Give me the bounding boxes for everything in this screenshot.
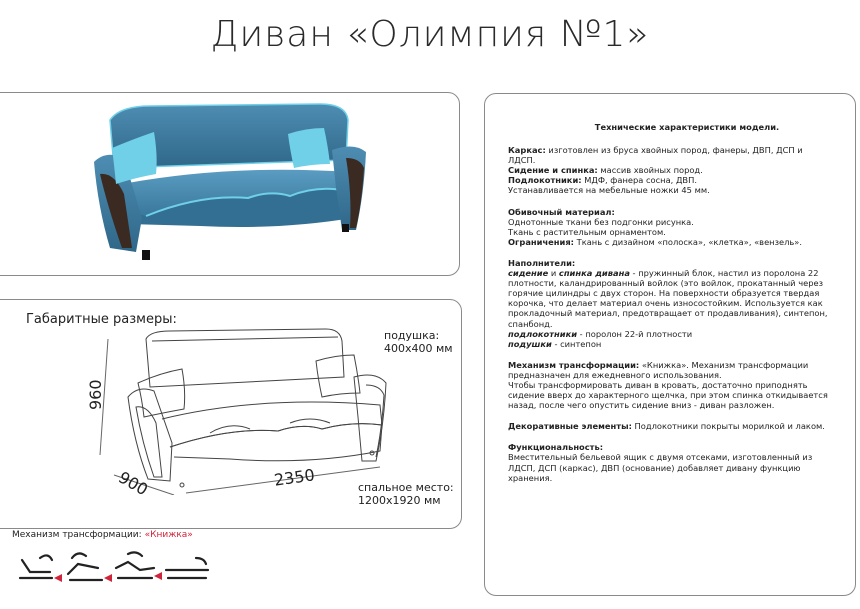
- height-value: 960: [86, 379, 105, 410]
- spec-transform: Механизм трансформации: «Книжка». Механизм трансформации предназначен для ежедневного использования. Чтобы трансформировать диван в кровать, достаточно приподнять сидение вверх до характерного щелчка, при этом спинка откидывается назад, после чего опустить сидение вниз - диван разложен.: [508, 359, 828, 411]
- sofa-line-drawing: [90, 325, 400, 495]
- mechanism-label: Механизм трансформации:: [12, 530, 142, 540]
- pillow-size: 400x400 мм: [384, 342, 453, 355]
- sleep-label: спальное место:: [358, 481, 454, 494]
- spec-frame: Каркас: изготовлен из бруса хвойных пород, фанеры, ДВП, ДСП и ЛДСП. Сидение и спинка: массив хвойных пород. Подлокотники: МДФ, фанера сосна, ДВП. Устанавливается на мебельные ножки 45 мм.: [508, 145, 803, 196]
- spec-upholstery: Обивочный материал: Однотонные ткани без подгонки рисунка. Ткань с растительным орнаментом. Ограничения: Ткань с дизайном «полоска», «клетка», «вензель».: [508, 206, 803, 247]
- dimensions-label: Габаритные размеры:: [26, 312, 177, 327]
- spec-fillers: Наполнители: сидение и спинка дивана - пружинный блок, настил из поролона 22 плотности, каландрированный войлок (это войлок, прокатанный через горячие цилиндры с двух сторон. На поверхности образуется твердая корочка, что делает материал очень износостойким. Используется как прокладочный материал, предотвращает от продавливания), синтепон, спанбонд. подлокотники - поролон 22-й плотности подушки - синтепон: [508, 257, 828, 349]
- mechanism-caption: [12, 530, 193, 540]
- depth-value: 900: [115, 467, 152, 500]
- spec-heading: Технические характеристики модели.: [594, 122, 780, 132]
- mechanism-value: «Книжка»: [144, 530, 193, 540]
- spec-function: Функциональность: Вместительный бельевой ящик с двумя отсеками, изготовленный из ЛДСП, ДСП (каркас), ДВП (основание) добавляет дивану функцию хранения.: [508, 442, 813, 483]
- page-title: Диван «Олимпия №1»: [210, 14, 650, 55]
- width-value: 2350: [272, 465, 316, 490]
- specifications: [508, 122, 830, 494]
- sleep-size: 1200x1920 мм: [358, 494, 441, 507]
- pillow-label: подушка:: [384, 329, 440, 342]
- spec-decor: Декоративные элементы: Подлокотники покрыты морилкой и лаком.: [508, 421, 825, 432]
- sofa-photo: [80, 98, 380, 266]
- mechanism-steps-icon: [12, 548, 212, 588]
